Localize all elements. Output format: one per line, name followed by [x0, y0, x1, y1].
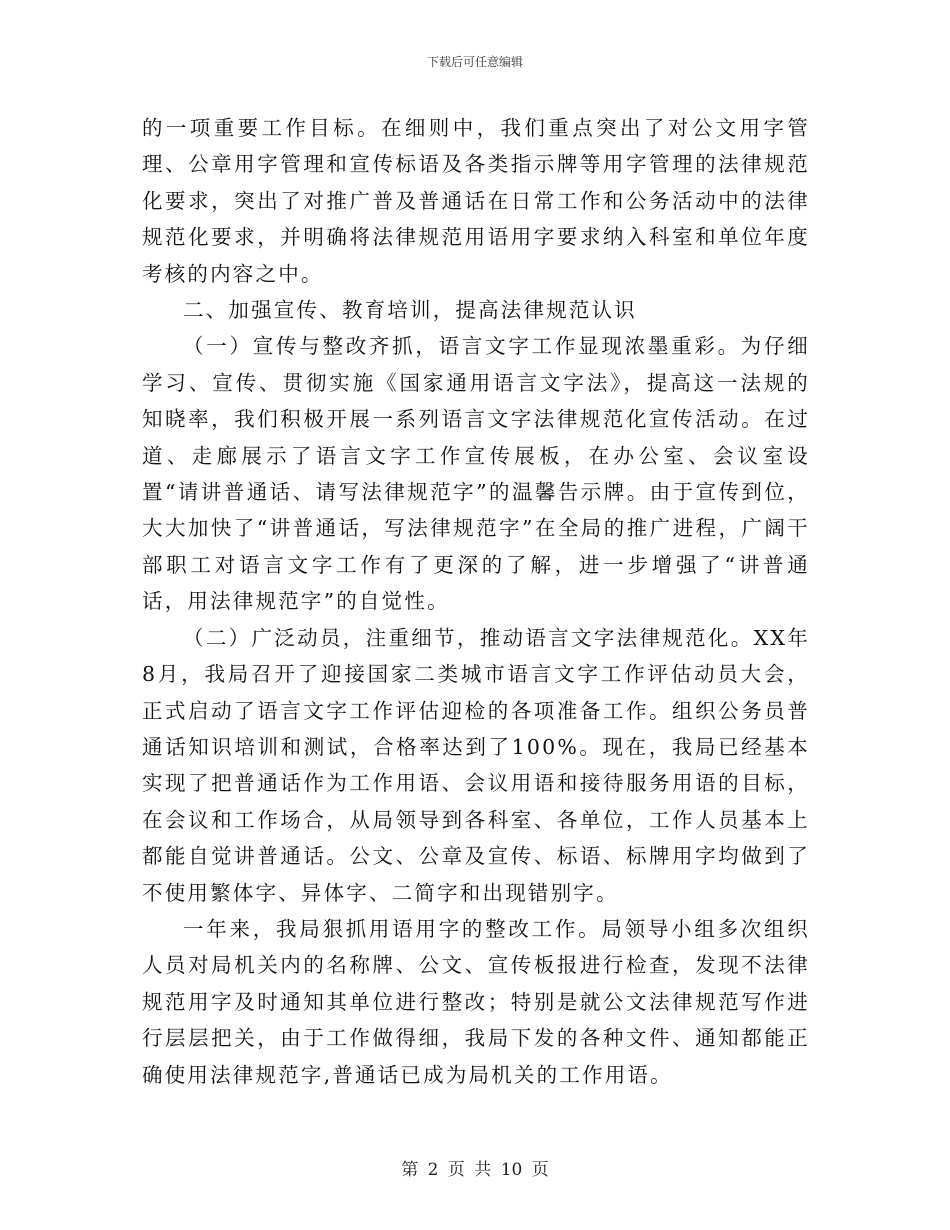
- paragraph-publicity: （一）宣传与整改齐抓，语言文字工作显现浓墨重彩。为仔细学习、宣传、贯彻实施《国家通用语言文字法》，提高这一法规的知晓率，我们积极开展一系列语言文字法律规范化宣传活动。在过道、走廊展示了语言文字工作宣传展板，在办公室、会议室设置“请讲普通话、请写法律规范字”的温馨告示牌。由于宣传到位，大大加快了“讲普通话，写法律规范字”在全局的推广进程，广阔干部职工对语言文字工作有了更深的了解，进一步增强了“讲普通话，用法律规范字”的自觉性。: [142, 334, 810, 614]
- page-header-note: 下载后可任意编辑: [426, 55, 523, 69]
- document-body: [142, 110, 810, 1093]
- paragraph-mobilization: （二）广泛动员，注重细节，推动语言文字法律规范化。XX年8月，我局召开了迎接国家二类城市语言文字工作评估动员大会，正式启动了语言文字工作评估迎检的各项准备工作。组织公务员普通话知识培训和测试，合格率达到了100%。现在，我局已经基本实现了把普通话作为工作用语、会议用语和接待服务用语的目标，在会议和工作场合，从局领导到各科室、各单位，工作人员基本上都能自觉讲普通话。公文、公章及宣传、标语、标牌用字均做到了不使用繁体字、异体字、二简字和出现错别字。: [142, 625, 810, 905]
- paragraph-continuation: 的一项重要工作目标。在细则中，我们重点突出了对公文用字管理、公章用字管理和宣传标语及各类指示牌等用字管理的法律规范化要求，突出了对推广普及普通话在日常工作和公务活动中的法律规范化要求，并明确将法律规范用语用字要求纳入科室和单位年度考核的内容之中。: [142, 116, 810, 286]
- section-heading: 二、加强宣传、教育培训，提高法律规范认识: [183, 298, 637, 323]
- page-number: 第 2 页 共 10 页: [401, 1160, 549, 1180]
- paragraph-rectification: 一年来，我局狠抓用语用字的整改工作。局领导小组多次组织人员对局机关内的名称牌、公文、宣传板报进行检查，发现不法律规范用字及时通知其单位进行整改；特别是就公文法律规范写作进行层层把关，由于工作做得细，我局下发的各种文件、通知都能正确使用法律规范字,普通话已成为局机关的工作用语。: [142, 916, 810, 1087]
